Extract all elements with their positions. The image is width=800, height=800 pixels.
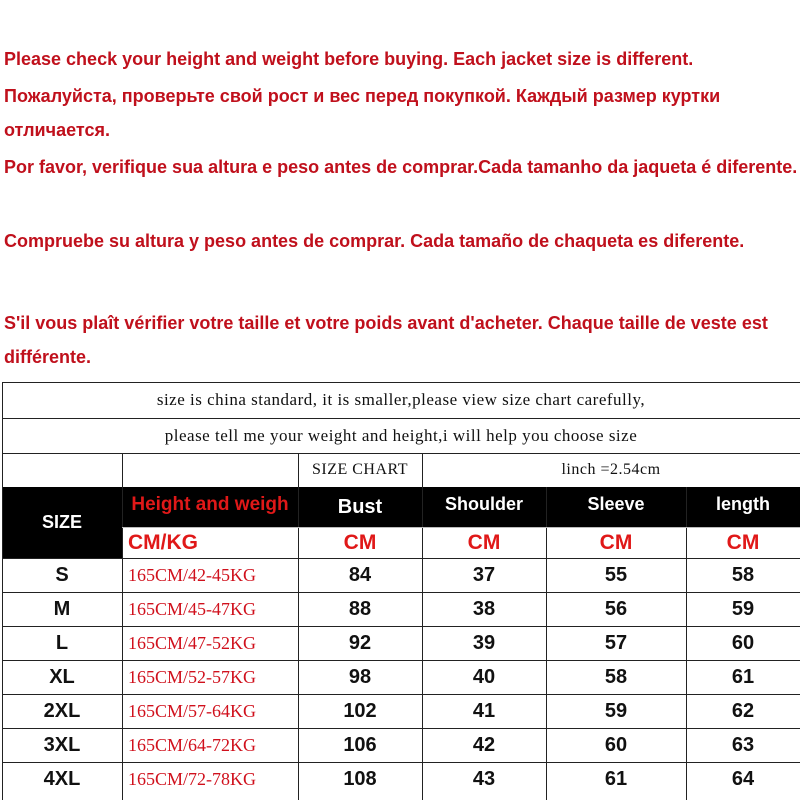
table-note-standard: size is china standard, it is smaller,please view size chart carefully, [156,390,646,409]
cell-length: 59 [731,597,755,620]
cell-shoulder: 38 [472,597,496,620]
cell-bust: 108 [343,767,377,790]
cell-shoulder: 43 [472,767,496,790]
cell-sleeve: 61 [604,767,628,790]
header-height-weight: Height and weigh [131,493,289,515]
cell-size: 3XL [43,733,81,756]
unit-length: CM [726,530,760,554]
notice-english: Please check your height and weight before buying. Each jacket size is different. [4,49,694,69]
cell-length: 60 [731,631,755,654]
cell-height-weight: 165CM/42-45KG [128,564,257,585]
cell-bust: 98 [348,665,372,688]
cell-length: 63 [731,733,755,756]
cell-bust: 84 [348,563,372,586]
notice-spanish: Compruebe su altura y peso antes de comprar. Cada tamaño de chaqueta es diferente. [4,231,745,251]
cell-height-weight: 165CM/72-78KG [128,768,257,789]
cell-sleeve: 60 [604,733,628,756]
inch-conversion-note: linch =2.54cm [561,461,661,478]
cell-bust: 102 [343,699,377,722]
cell-sleeve: 59 [604,699,628,722]
cell-shoulder: 41 [472,699,496,722]
notice-block [0,0,800,382]
cell-length: 61 [731,665,755,688]
header-sleeve: Sleeve [587,494,645,514]
table-note-help: please tell me your weight and height,i will help you choose size [164,425,638,445]
notice-portuguese: Por favor, verifique sua altura e peso antes de comprar.Cada tamanho da jaqueta é diferente. [4,157,798,177]
cell-sleeve: 57 [604,631,628,654]
cell-height-weight: 165CM/52-57KG [128,666,257,687]
cell-height-weight: 165CM/64-72KG [128,734,257,755]
cell-size: 2XL [43,699,81,722]
unit-shoulder: CM [467,530,501,554]
notice-russian: Пожалуйста, проверьте свой рост и вес перед покупкой. Каждый размер куртки отличается. [4,86,721,140]
cell-sleeve: 55 [604,563,628,586]
cell-length: 64 [731,767,755,790]
size-chart-label: SIZE CHART [311,461,409,478]
cell-length: 62 [731,699,755,722]
cell-bust: 88 [348,597,372,620]
cell-shoulder: 37 [472,563,496,586]
header-shoulder: Shoulder [444,494,523,514]
cell-shoulder: 39 [472,631,496,654]
cell-shoulder: 42 [472,733,496,756]
cell-height-weight: 165CM/57-64KG [128,700,257,721]
cell-sleeve: 58 [604,665,628,688]
cell-bust: 92 [348,631,372,654]
header-size: SIZE [41,512,82,532]
cell-shoulder: 40 [472,665,496,688]
cell-height-weight: 165CM/47-52KG [128,632,257,653]
unit-sleeve: CM [599,530,633,554]
cell-size: XL [49,665,75,688]
cell-sleeve: 56 [604,597,628,620]
cell-height-weight: 165CM/45-47KG [128,598,257,619]
header-length: length [716,494,770,514]
cell-size: L [55,631,69,654]
unit-bust: CM [343,530,377,554]
header-bust: Bust [337,496,383,518]
cell-size: 4XL [43,767,81,790]
cell-size: S [55,563,69,586]
notice-french: S'il vous plaît vérifier votre taille et votre poids avant d'acheter. Chaque taille de veste est différente. [4,313,768,367]
cell-size: M [53,597,71,620]
unit-height-weight: CM/KG [128,530,198,554]
cell-length: 58 [731,563,755,586]
cell-bust: 106 [343,733,377,756]
